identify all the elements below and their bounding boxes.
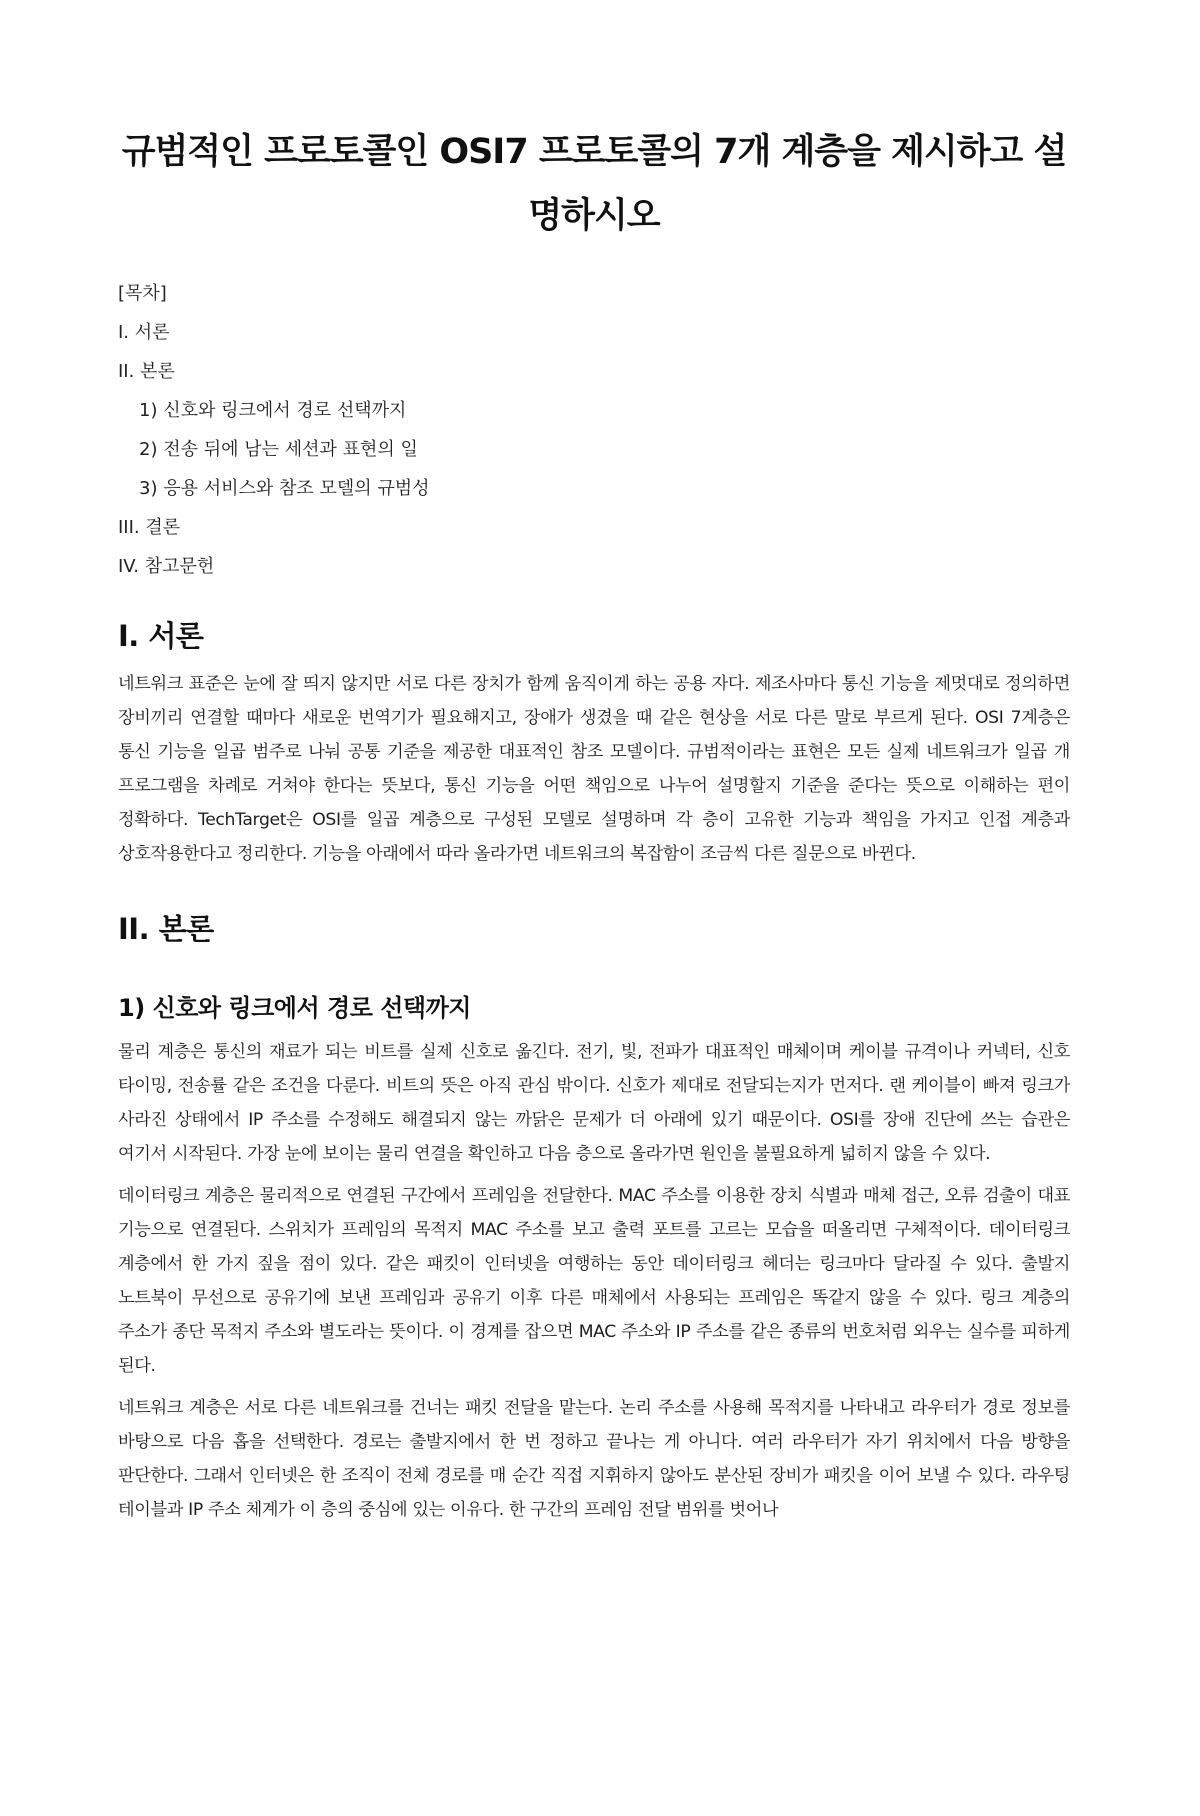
document-page [0, 120, 1200, 1816]
toc-item-body: II. 본론 [118, 361, 175, 382]
subsection-heading-signal-link-routing: 1) 신호와 링크에서 경로 선택까지 [118, 994, 471, 1022]
section-heading-intro: I. 서론 [118, 619, 204, 653]
intro-paragraph: 네트워크 표준은 눈에 잘 띄지 않지만 서로 다른 장치가 함께 움직이게 하는 공용 자다. 제조사마다 통신 기능을 제멋대로 정의하면 장비끼리 연결할 때마다 새로운 번역기가 필요해지고, 장애가 생겼을 때 같은 현상을 서로 다른 말로 부르게 된다. OSI 7계층은 통신 기능을 일곱 범주로 나눠 공통 기준을 제공한 대표적인 참조 모델이다. 규범적이라는 표현은 모든 실제 네트워크가 일곱 개 프로그램을 차례로 거쳐야 한다는 뜻보다, 통신 기능을 어떤 책임으로 나누어 설명할지 기준을 준다는 뜻으로 이해하는 편이 정확하다. TechTarget은 OSI를 일곱 계층으로 구성된 모델로 설명하며 각 층이 고유한 기능과 책임을 가지고 인접 계층과 상호작용한다고 정리한다. 기능을 아래에서 따라 올라가면 네트워크의 복잡함이 조금씩 다른 질문으로 바뀐다. [118, 674, 1070, 864]
document-title: 규범적인 프로토콜인 OSI7 프로토콜의 7개 계층을 제시하고 설명하시오 [121, 132, 1067, 236]
toc-heading: [목차] [118, 283, 167, 304]
toc-item-references: IV. 참고문헌 [118, 556, 215, 577]
toc-item-body-sub1: 1) 신호와 링크에서 경로 선택까지 [139, 400, 407, 421]
toc-item-body-sub2: 2) 전송 뒤에 남는 세션과 표현의 일 [139, 439, 418, 460]
toc-item-conclusion: III. 결론 [118, 517, 181, 538]
paragraph-datalink-layer: 데이터링크 계층은 물리적으로 연결된 구간에서 프레임을 전달한다. MAC 주소를 이용한 장치 식별과 매체 접근, 오류 검출이 대표 기능으로 연결된다. 스위치가 프레임의 목적지 MAC 주소를 보고 출력 포트를 고르는 모습을 떠올리면 구체적이다. 데이터링크 계층에서 한 가지 짚을 점이 있다. 같은 패킷이 인터넷을 여행하는 동안 데이터링크 헤더는 링크마다 달라질 수 있다. 출발지 노트북이 무선으로 공유기에 보낸 프레임과 공유기 이후 다른 매체에서 사용되는 프레임은 똑같지 않을 수 있다. 링크 계층의 주소가 종단 목적지 주소와 별도라는 뜻이다. 이 경계를 잡으면 MAC 주소와 IP 주소를 같은 종류의 번호처럼 외우는 실수를 피하게 된다. [118, 1186, 1070, 1376]
paragraph-physical-layer: 물리 계층은 통신의 재료가 되는 비트를 실제 신호로 옮긴다. 전기, 빛, 전파가 대표적인 매체이며 케이블 규격이나 커넥터, 신호 타이밍, 전송률 같은 조건을 다룬다. 비트의 뜻은 아직 관심 밖이다. 신호가 제대로 전달되는지가 먼저다. 랜 케이블이 빠져 링크가 사라진 상태에서 IP 주소를 수정해도 해결되지 않는 까닭은 문제가 더 아래에 있기 때문이다. OSI를 장애 진단에 쓰는 습관은 여기서 시작된다. 가장 눈에 보이는 물리 연결을 확인하고 다음 층으로 올라가면 원인을 불필요하게 넓히지 않을 수 있다. [118, 1042, 1070, 1164]
table-of-contents [118, 274, 1070, 586]
toc-item-body-sub3: 3) 응용 서비스와 참조 모델의 규범성 [139, 478, 430, 499]
toc-item-intro: I. 서론 [118, 322, 170, 343]
section-heading-body: II. 본론 [118, 912, 214, 946]
paragraph-network-layer: 네트워크 계층은 서로 다른 네트워크를 건너는 패킷 전달을 맡는다. 논리 주소를 사용해 목적지를 나타내고 라우터가 경로 정보를 바탕으로 다음 홉을 선택한다. 경로는 출발지에서 한 번 정하고 끝나는 게 아니다. 여러 라우터가 자기 위치에서 다음 방향을 판단한다. 그래서 인터넷은 한 조직이 전체 경로를 매 순간 직접 지휘하지 않아도 분산된 장비가 패킷을 이어 보낼 수 있다. 라우팅 테이블과 IP 주소 체계가 이 층의 중심에 있는 이유다. 한 구간의 프레임 전달 범위를 벗어나 [118, 1398, 1070, 1520]
